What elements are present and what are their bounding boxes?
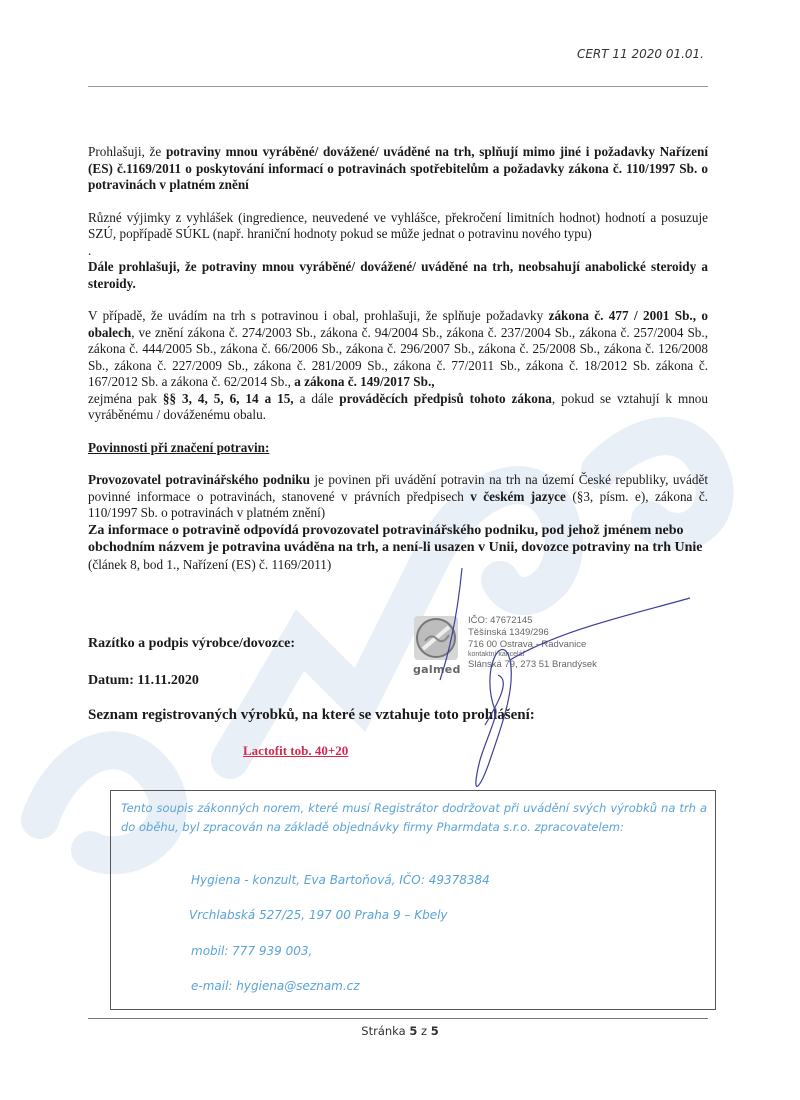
stamp-signature-label: Razítko a podpis výrobce/dovozce: — [88, 636, 296, 651]
stamp-brand: galmed — [413, 663, 461, 676]
page-label: Stránka — [361, 1024, 410, 1038]
text: , ve znění zákona č. 274/2003 Sb., zákona č. 94/2004 Sb., zákona č. 237/2004 Sb., zákona č. 257/2004 Sb., zákona č. 444/2005 Sb., zákona č. 66/2006 Sb., zákona č. 296/2007 Sb., zákona č. 25/2008 Sb., zákona č. 126/2008 Sb., zákona č. 227/2009 Sb., zákona č. 281/2009 Sb., zákona č. 77/2011 Sb., zákona č. 18/2012 Sb. zákona č. 167/2012 Sb. a zákona č. 62/2014 Sb., — [88, 324, 708, 389]
product-list-title: Seznam registrovaných výrobků, na které se vztahuje toto prohlášení: — [88, 707, 535, 723]
notice-intro: Tento soupis zákonných norem, které musí Registrátor dodržovat při uvádění svých výrobků na trh a do oběhu, byl zpracován na základě objednávky firmy Pharmdata s.r.o. zpracovatelem: — [121, 801, 707, 834]
product-link[interactable]: Lactofit tob. 40+20 — [243, 743, 349, 758]
text: je povinen při uvádění potravin na trh na území České republiky, uvádět povinné informace o potravinách, stanovené v právních předpisech — [88, 472, 708, 504]
bold-text: prováděcích předpisů tohoto zákona — [339, 390, 552, 406]
processor-mobile: mobil: 777 939 003, — [191, 944, 313, 958]
declaration-body — [88, 144, 708, 573]
text: (článek 8, bod 1., Nařízení (ES) č. 1169/2011) — [88, 556, 332, 572]
section-heading: Povinnosti při značení potravin: — [88, 439, 270, 455]
bold-text: §§ 3, 4, 5, 6, 14 a 15, — [162, 390, 294, 406]
stamp-line: 716 00 Ostrava - Radvanice — [468, 639, 587, 650]
bold-text: v českém jazyce — [470, 488, 566, 504]
header-divider — [88, 86, 708, 87]
page-current: 5 — [409, 1024, 418, 1038]
paragraph-responsibility — [88, 522, 708, 574]
notice-box — [110, 790, 716, 1010]
text: a dále — [293, 390, 340, 406]
paragraph-exceptions: Různé výjimky z vyhlášek (ingredience, neuvedené ve vyhlášce, překročení limitních hodnot) hodnotí a posuzuje SZÚ, popřípadě SÚKL (např. hraniční hodnoty pokud se může jednat o potravinu nového typu) — [88, 209, 708, 241]
text: Prohlašuji, že — [88, 144, 166, 159]
company-stamp — [413, 615, 613, 687]
text: zejména pak — [88, 390, 163, 406]
stamp-address — [468, 615, 597, 671]
stamp-line: kontaktní kancelář — [468, 651, 525, 658]
document-reference: CERT 11 2020 01.01. — [576, 47, 704, 61]
stamp-line: IČO: 47672145 — [468, 615, 533, 626]
bold-text: Za informace o potravině odpovídá provozovatel potravinářského podniku, pod jehož jménem nebo obchodním názvem je potravina uváděna na trh, a není-li usazen v Unii, dovozce potraviny na trh Unie — [88, 522, 703, 555]
processor-email[interactable]: e-mail: hygiena@seznam.cz — [191, 979, 360, 993]
galmed-logo-icon — [413, 615, 459, 661]
bold-text: a zákona č. 149/2017 Sb., — [294, 374, 435, 389]
stamp-line: Slánská 79, 273 51 Brandýsek — [468, 659, 597, 670]
page-separator: z — [417, 1024, 431, 1038]
stamp-line: Těšínská 1349/296 — [468, 627, 549, 638]
bold-text: potraviny mnou vyráběné/ dovážené/ uváděné na trh, splňují mimo jiné i požadavky Nařízení (ES) č.1169/2011 o poskytování informací o potravinách spotřebitelům a požadavky zákona č. 110/1997 Sb. o potravinách v platném znění — [88, 144, 708, 192]
page-indicator — [0, 1024, 800, 1038]
processor-address: Vrchlabská 527/25, 197 00 Praha 9 – Kbely — [189, 908, 448, 922]
paragraph-sections — [88, 391, 708, 424]
paragraph-operator — [88, 472, 708, 522]
page-total: 5 — [430, 1024, 439, 1038]
text: , pokud se vztahují k mnou vyráběnému / dováženému obalu. — [88, 390, 708, 422]
watermark-stroke — [230, 560, 430, 760]
bold-text: Provozovatel potravinářského podniku — [88, 472, 310, 487]
paragraph-packaging — [88, 308, 708, 391]
footer-divider — [88, 1018, 708, 1019]
declaration-date: Datum: 11.11.2020 — [88, 673, 199, 688]
separator-dot: . — [88, 242, 92, 258]
bold-text: zákona č. 477 / 2001 Sb., o obalech — [88, 308, 708, 340]
text: (§3, písm. e), zákona č. 110/1997 Sb. o potravinách v platném znění) — [88, 488, 708, 520]
processor-company: Hygiena - konzult, Eva Bartoňová, IČO: 49378384 — [191, 873, 490, 887]
bold-text: Dále prohlašuji, že potraviny mnou vyráběné/ dovážené/ uváděné na trh, neobsahují anabolické steroidy a steroidy. — [88, 259, 708, 291]
text: V případě, že uvádím na trh s potravinou i obal, prohlašuji, že splňuje požadavky — [88, 308, 549, 323]
paragraph-steroids — [88, 259, 708, 292]
paragraph-compliance — [88, 144, 708, 194]
